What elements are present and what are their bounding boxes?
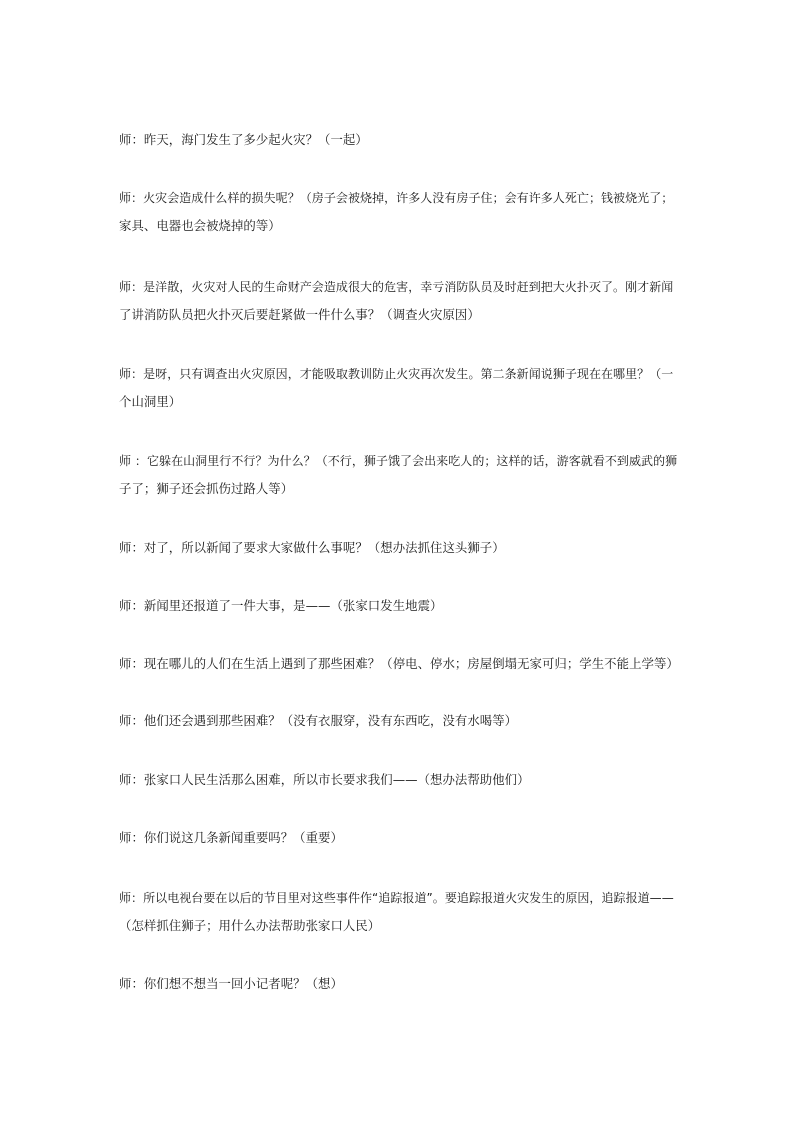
paragraph-line: 师：对了，所以新闻了要求大家做什么事呢？（想办法抓住这头狮子） [119,540,505,555]
paragraph-line: 师：昨天，海门发生了多少起火灾？（一起） [119,132,368,147]
paragraph-line: 师：现在哪儿的人们在生活上遇到了那些困难？（停电、停水；房屋倒塌无家可归；学生不能上学等） [119,656,679,671]
paragraph-line: 师：你们想不想当一回小记者呢？（想） [119,976,343,991]
paragraph-line: 了讲消防队员把火扑灭后要赶紧做一件什么事？（调查火灾原因） [119,307,480,322]
paragraph-line: 子了；狮子还会抓伤过路人等） [119,481,294,496]
paragraph-line: （怎样抓住狮子；用什么办法帮助张家口人民） [119,918,381,933]
paragraph-12 [119,884,679,940]
paragraph-2 [119,184,679,240]
paragraph-4 [119,360,679,416]
paragraph-line: 师：你们说这几条新闻重要吗？（重要） [119,830,343,845]
paragraph-11 [119,824,679,852]
paragraph-line: 家具、电器也会被烧掉的等） [119,218,281,233]
paragraph-line: 师：火灾会造成什么样的损失呢？（房子会被烧掉，许多人没有房子住；会有许多人死亡；钱被烧光了； [119,191,674,205]
paragraph-line: 师：新闻里还报道了一件大事，是——（张家口发生地震） [119,598,443,613]
paragraph-line: 师：所以电视台要在以后的节目里对这些事件作“追踪报道”。要追踪报道火灾发生的原因，追踪报道—— [119,891,674,905]
paragraph-6 [119,534,679,562]
paragraph-8 [119,650,679,678]
paragraph-line: 师：是呀，只有调查出火灾原因，才能吸取教训防止火灾再次发生。第二条新闻说狮子现在在哪里？（一 [119,367,674,381]
paragraph-13 [119,970,679,998]
paragraph-line: 师：张家口人民生活那么困难，所以市长要求我们——（想办法帮助他们） [119,772,530,787]
paragraph-line: 师 ：它躲在山洞里行不行？为什么？（不行，狮子饿了会出来吃人的；这样的话，游客就看不到威武的狮 [119,454,678,468]
paragraph-9 [119,707,679,735]
paragraph-7 [119,592,679,620]
paragraph-3 [119,273,679,329]
paragraph-10 [119,766,679,794]
paragraph-5 [119,447,679,503]
paragraph-line: 师：是洋散，火灾对人民的生命财产会造成很大的危害，幸亏消防队员及时赶到把大火扑灭了。刚才新闻 [119,280,674,294]
paragraph-line: 师：他们还会遇到那些困难？（没有衣服穿，没有东西吃，没有水喝等） [119,713,518,728]
paragraph-1 [119,126,679,154]
paragraph-line: 个山洞里） [119,394,182,409]
